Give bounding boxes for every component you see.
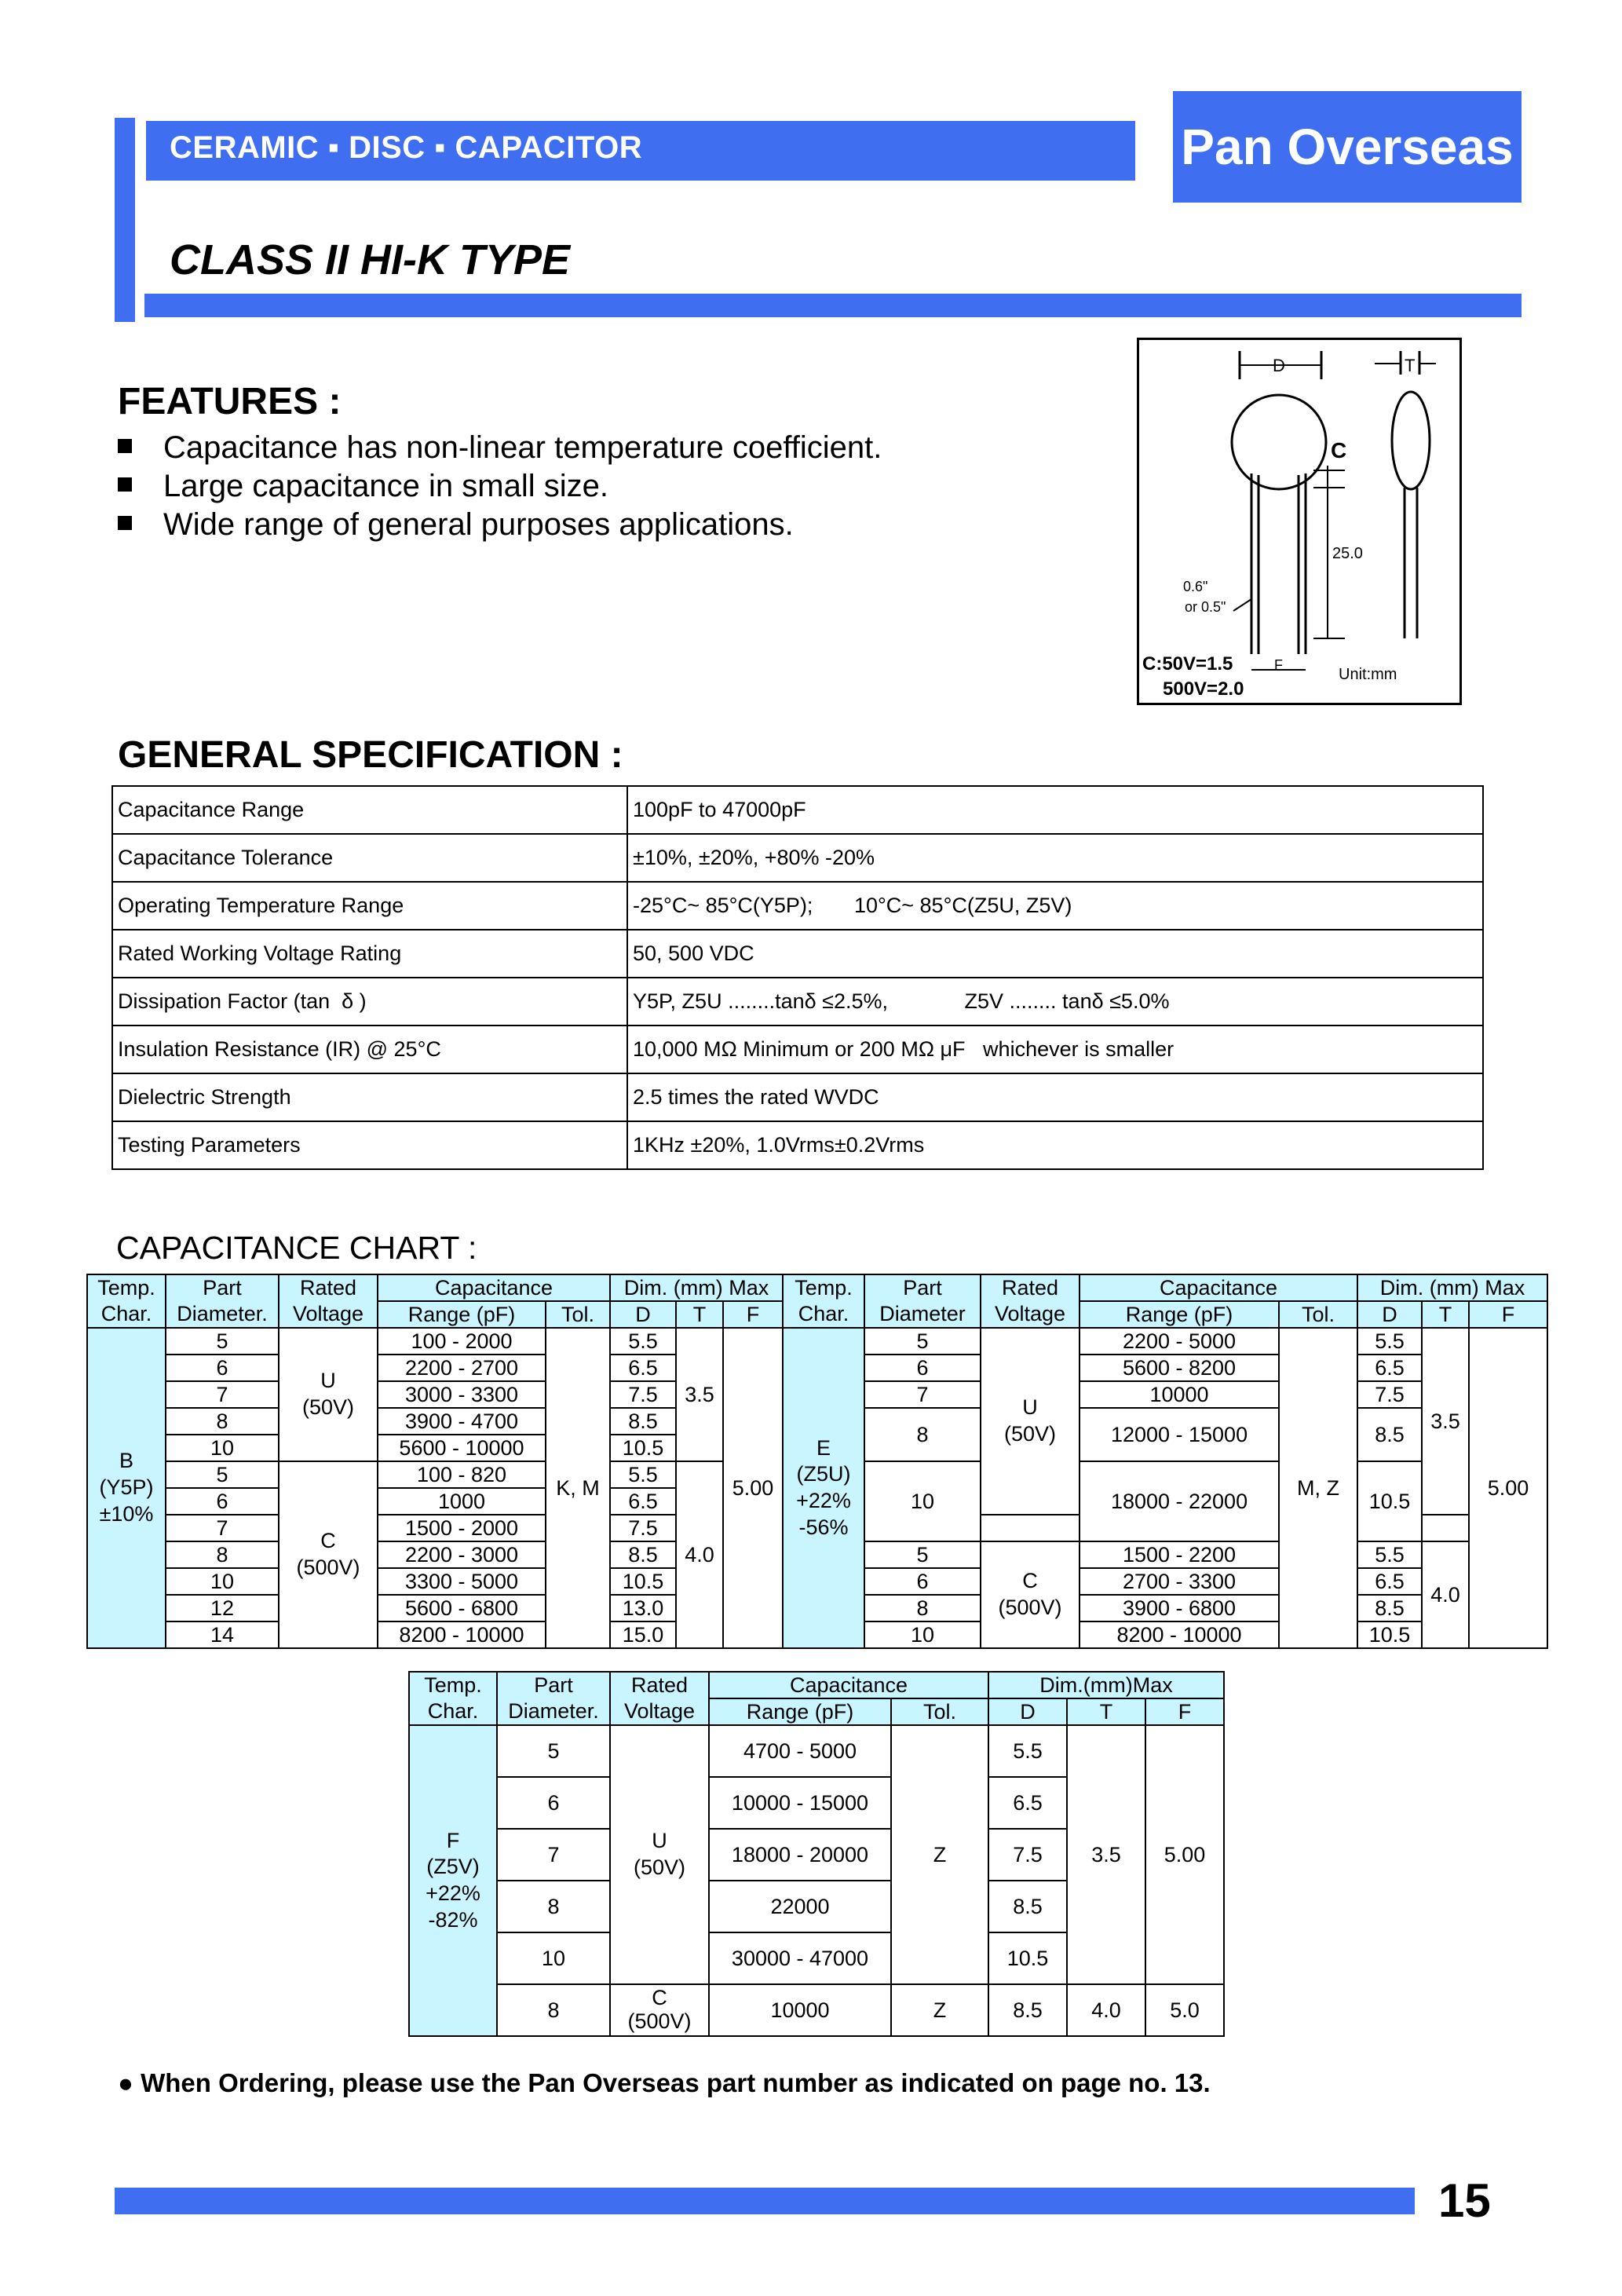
header-voltage: Voltage [610,1698,709,1725]
cap-range: 5600 - 8200 [1080,1355,1279,1381]
part-diameter: 5 [864,1541,981,1568]
page-number: 15 [1438,2174,1491,2227]
dim-d: 7.5 [610,1515,676,1541]
voltage-line: C [652,1986,667,2010]
diagram-label-t: T [1405,356,1416,375]
part-diameter: 10 [864,1461,981,1541]
part-diameter: 7 [864,1381,981,1408]
square-bullet-icon [118,439,132,453]
dim-t: 4.0 [676,1461,723,1648]
footer-bar [115,2188,1415,2214]
temp-char-line: +22% [426,1881,480,1905]
dim-t: 4.0 [1067,1984,1145,2036]
header-char: Char. [87,1301,166,1328]
part-diameter: 10 [864,1621,981,1648]
header-diameter: Diameter. [497,1698,610,1725]
diagram-unit: Unit:mm [1339,666,1397,683]
feature-text: Wide range of general purposes applications. [163,507,794,542]
header-temp: Temp. [783,1274,864,1301]
feature-text: Capacitance has non-linear temperature coefficient. [163,430,882,465]
header-rated: Rated [279,1274,378,1301]
part-diameter: 8 [497,1881,610,1932]
spec-label: Capacitance Tolerance [112,834,627,882]
dim-d: 6.5 [1357,1355,1422,1381]
dim-d: 5.5 [988,1725,1067,1777]
header-f: F [1145,1698,1224,1725]
part-diameter: 5 [497,1725,610,1777]
part-diameter: 6 [864,1568,981,1595]
dim-t: 4.0 [1422,1541,1469,1648]
spec-label: Dissipation Factor (tan δ ) [112,978,627,1026]
spec-value: Y5P, Z5U ........tanδ ≤2.5%, Z5V ........ tanδ ≤5.0% [627,978,1483,1026]
tolerance: Z [891,1984,988,2036]
header-rated: Rated [610,1672,709,1698]
diagram-c-note-2: 500V=2.0 [1163,678,1244,700]
temp-char-f [409,1725,497,2036]
cap-range: 18000 - 22000 [1080,1461,1279,1541]
spec-row [112,834,1483,882]
diagram-label-f: F [1274,657,1283,673]
header-rated: Rated [981,1274,1080,1301]
title-rule [144,294,1522,317]
feature-item [118,430,882,466]
dim-d: 10.5 [1357,1461,1422,1541]
header-voltage: Voltage [279,1301,378,1328]
voltage-line: (50V) [301,1395,355,1419]
rated-voltage-u [279,1328,378,1461]
dim-d: 8.5 [1357,1595,1422,1621]
temp-char-line: (Z5U) [796,1462,851,1486]
rated-voltage-u [981,1328,1080,1515]
dim-d: 7.5 [1357,1381,1422,1408]
disc-capacitor-drawing [1139,340,1459,703]
header-d: D [610,1301,676,1328]
header-capacitance: Capacitance [378,1274,610,1301]
spec-label: Insulation Resistance (IR) @ 25°C [112,1026,627,1073]
part-diameter: 8 [497,1984,610,2036]
tolerance: K, M [546,1328,610,1648]
header-diameter: Diameter [864,1301,981,1328]
dim-d: 5.5 [610,1461,676,1488]
header-d: D [1357,1301,1422,1328]
cap-range: 2700 - 3300 [1080,1568,1279,1595]
part-diameter: 7 [166,1515,279,1541]
dim-d: 13.0 [610,1595,676,1621]
dim-d: 10.5 [988,1932,1067,1984]
square-bullet-icon [118,516,132,530]
part-diameter: 10 [497,1932,610,1984]
voltage-line: U [1022,1395,1038,1420]
part-diameter: 7 [497,1829,610,1881]
voltage-line: (500V) [296,1556,360,1579]
feature-text: Large capacitance in small size. [163,469,608,503]
spec-label: Capacitance Range [112,786,627,834]
dim-f: 5.00 [1145,1725,1224,1984]
header-capacitance: Capacitance [1080,1274,1357,1301]
part-diameter: 10 [166,1435,279,1461]
dim-f: 5.00 [1469,1328,1547,1648]
part-diameter: 12 [166,1595,279,1621]
spec-value: 10,000 MΩ Minimum or 200 MΩ μF whichever is smaller [627,1026,1483,1073]
page-title: CLASS II HI-K TYPE [170,236,571,283]
part-diameter: 7 [166,1381,279,1408]
tolerance: Z [891,1725,988,1984]
spec-row [112,930,1483,978]
cap-range: 100 - 2000 [378,1328,546,1355]
header-t: T [1067,1698,1145,1725]
part-diameter: 6 [166,1355,279,1381]
cap-range: 30000 - 47000 [709,1932,891,1984]
square-bullet-icon [118,477,132,492]
header-char: Char. [783,1301,864,1328]
dim-f: 5.00 [723,1328,783,1648]
rated-voltage-c [279,1461,378,1648]
header-d: D [988,1698,1067,1725]
cap-range: 3000 - 3300 [378,1381,546,1408]
header-temp: Temp. [409,1672,497,1698]
spec-table [111,785,1484,1170]
temp-char-line: +22% [796,1489,851,1512]
dim-t: 3.5 [1422,1328,1469,1515]
spec-row [112,1121,1483,1169]
spec-label: Rated Working Voltage Rating [112,930,627,978]
spec-value: 2.5 times the rated WVDC [627,1073,1483,1121]
cap-range: 3900 - 4700 [378,1408,546,1435]
dim-d: 6.5 [988,1777,1067,1829]
spec-value: 100pF to 47000pF [627,786,1483,834]
tolerance: M, Z [1279,1328,1357,1648]
temp-char-line: B [119,1449,133,1473]
header-part: Part [497,1672,610,1698]
temp-char-b [87,1328,166,1648]
category-title: CERAMIC ▪ DISC ▪ CAPACITOR [170,130,643,165]
header-temp: Temp. [87,1274,166,1301]
cap-range: 1000 [378,1488,546,1515]
part-diameter: 8 [864,1595,981,1621]
header-voltage: Voltage [981,1301,1080,1328]
header-diameter: Diameter. [166,1301,279,1328]
cap-range: 2200 - 3000 [378,1541,546,1568]
dim-d: 15.0 [610,1621,676,1648]
cap-range: 2200 - 2700 [378,1355,546,1381]
header-dim: Dim.(mm)Max [988,1672,1224,1698]
temp-char-line: -82% [428,1907,478,1932]
part-diameter: 5 [166,1328,279,1355]
diagram-lead-length: 25.0 [1332,545,1363,562]
voltage-line: C [320,1529,336,1553]
temp-char-line: (Y5P) [99,1475,154,1500]
part-diameter: 8 [864,1408,981,1461]
spec-value: -25°C~ 85°C(Y5P); 10°C~ 85°C(Z5U, Z5V) [627,882,1483,930]
cap-range: 12000 - 15000 [1080,1408,1279,1461]
cap-range: 2200 - 5000 [1080,1328,1279,1355]
rated-voltage-u [610,1725,709,1984]
cap-range: 1500 - 2200 [1080,1541,1279,1568]
capacitor-diagram [1137,338,1462,705]
dim-d: 5.5 [1357,1541,1422,1568]
dim-t: 3.5 [1067,1725,1145,1984]
spec-label: Testing Parameters [112,1121,627,1169]
cap-range: 3300 - 5000 [378,1568,546,1595]
header-range: Range (pF) [378,1301,546,1328]
ordering-note: ● When Ordering, please use the Pan Overseas part number as indicated on page no. 13. [118,2068,1211,2097]
spec-value: 50, 500 VDC [627,930,1483,978]
cap-range: 22000 [709,1881,891,1932]
features-heading: FEATURES : [118,381,342,422]
spec-row [112,1073,1483,1121]
dim-d: 5.5 [610,1328,676,1355]
voltage-line: (50V) [633,1855,686,1879]
diagram-lead-dia-1: 0.6" [1183,579,1208,594]
spec-row [112,1026,1483,1073]
brand-name: Pan Overseas [1181,119,1514,175]
part-diameter: 5 [864,1328,981,1355]
dim-d: 10.5 [1357,1621,1422,1648]
cap-range: 8200 - 10000 [378,1621,546,1648]
header-range: Range (pF) [709,1698,891,1725]
temp-char-line: -56% [798,1515,849,1539]
header-f: F [723,1301,783,1328]
header-tol: Tol. [891,1698,988,1725]
header-f: F [1469,1301,1547,1328]
part-diameter: 10 [166,1568,279,1595]
header-range: Range (pF) [1080,1301,1279,1328]
rated-voltage-c [981,1541,1080,1648]
voltage-line: U [320,1369,336,1393]
voltage-line: (500V) [627,2009,692,2033]
dim-d: 8.5 [1357,1408,1422,1461]
rated-voltage-c [610,1984,709,2036]
part-diameter: 6 [497,1777,610,1829]
spec-row [112,978,1483,1026]
temp-char-line: ±10% [99,1501,154,1526]
dim-d: 6.5 [610,1488,676,1515]
header-part: Part [166,1274,279,1301]
dim-t: 3.5 [676,1328,723,1461]
cap-range: 4700 - 5000 [709,1725,891,1777]
diagram-label-d: D [1273,356,1285,375]
voltage-line: (500V) [998,1596,1062,1619]
cap-range: 5600 - 6800 [378,1595,546,1621]
voltage-line: U [652,1829,667,1853]
diagram-lead-dia-2: or 0.5" [1185,599,1226,615]
cap-range: 1500 - 2000 [378,1515,546,1541]
cap-range: 10000 [709,1984,891,2036]
cap-range: 100 - 820 [378,1461,546,1488]
header-t: T [1422,1301,1469,1328]
spec-row [112,786,1483,834]
part-diameter: 14 [166,1621,279,1648]
part-diameter: 8 [166,1541,279,1568]
capacitance-table-b-e [86,1274,1548,1649]
part-diameter: 6 [166,1488,279,1515]
dim-d: 8.5 [610,1541,676,1568]
cap-range: 8200 - 10000 [1080,1621,1279,1648]
spec-value: ±10%, ±20%, +80% -20% [627,834,1483,882]
part-diameter: 5 [166,1461,279,1488]
dim-d: 8.5 [988,1881,1067,1932]
header-part: Part [864,1274,981,1301]
cap-range: 3900 - 6800 [1080,1595,1279,1621]
dim-f: 5.0 [1145,1984,1224,2036]
header-dim: Dim. (mm) Max [610,1274,783,1301]
left-accent-bar [115,118,135,322]
dim-d: 8.5 [988,1984,1067,2036]
diagram-label-c: C [1331,438,1347,462]
dim-d: 6.5 [1357,1568,1422,1595]
diagram-c-note-1: C:50V=1.5 [1142,653,1233,675]
dim-d: 6.5 [610,1355,676,1381]
part-diameter: 8 [166,1408,279,1435]
cap-range: 10000 - 15000 [709,1777,891,1829]
cap-range: 18000 - 20000 [709,1829,891,1881]
dim-d: 5.5 [1357,1328,1422,1355]
spec-row [112,882,1483,930]
feature-item [118,507,794,543]
dim-d: 10.5 [610,1435,676,1461]
spec-value: 1KHz ±20%, 1.0Vrms±0.2Vrms [627,1121,1483,1169]
cap-range: 5600 - 10000 [378,1435,546,1461]
temp-char-line: E [816,1435,831,1460]
header-tol: Tol. [546,1301,610,1328]
header-dim: Dim. (mm) Max [1357,1274,1547,1301]
header-capacitance: Capacitance [709,1672,988,1698]
dim-d: 7.5 [988,1829,1067,1881]
cap-range: 10000 [1080,1381,1279,1408]
spec-heading: GENERAL SPECIFICATION : [118,734,623,776]
capacitance-table-f [408,1671,1225,2037]
temp-char-line: (Z5V) [426,1855,480,1879]
header-t: T [676,1301,723,1328]
spec-label: Operating Temperature Range [112,882,627,930]
voltage-line: (50V) [1004,1422,1057,1446]
temp-char-line: F [446,1828,460,1852]
dim-d: 7.5 [610,1381,676,1408]
temp-char-e [783,1328,864,1648]
header-tol: Tol. [1279,1301,1357,1328]
dim-d: 10.5 [610,1568,676,1595]
header-char: Char. [409,1698,497,1725]
chart-heading: CAPACITANCE CHART : [116,1230,477,1266]
part-diameter: 6 [864,1355,981,1381]
dim-d: 8.5 [610,1408,676,1435]
voltage-line: C [1022,1569,1038,1593]
spec-label: Dielectric Strength [112,1073,627,1121]
feature-item [118,469,608,504]
